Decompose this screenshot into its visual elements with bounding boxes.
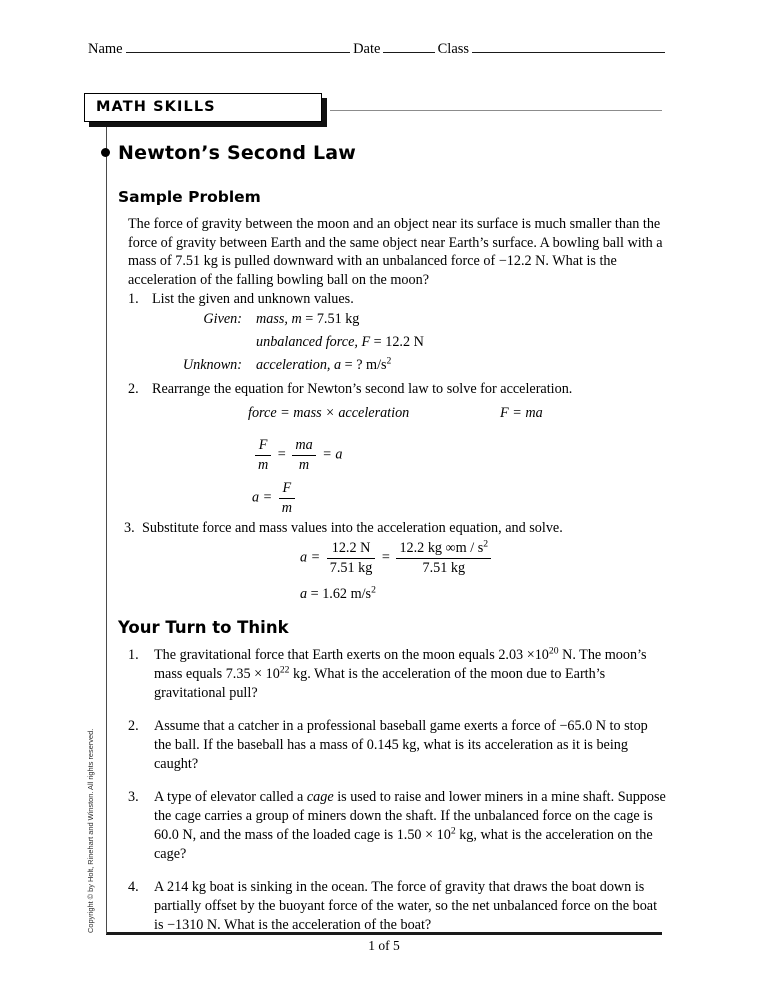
date-label: Date bbox=[353, 41, 381, 57]
equals-sign-2: = bbox=[381, 549, 390, 566]
equation-answer bbox=[300, 586, 376, 603]
sample-step-3 bbox=[124, 519, 664, 538]
question-number: 2. bbox=[128, 718, 139, 735]
given-value-2-symbol: unbalanced force, F bbox=[256, 334, 371, 350]
fraction-f-over-m-2-numerator: F bbox=[279, 480, 295, 499]
unknown-value bbox=[256, 357, 391, 374]
equation-words: force = mass × acceleration bbox=[248, 405, 410, 421]
fraction-units-numerator bbox=[396, 540, 491, 559]
equation-numeric-solve bbox=[300, 540, 494, 577]
name-blank-rule bbox=[126, 40, 350, 53]
equation-f-equals-ma: F = ma bbox=[500, 405, 543, 421]
sample-step-2-text: Rearrange the equation for Newton’s second law to solve for acceleration. bbox=[152, 381, 573, 397]
given-label: Given: bbox=[203, 311, 242, 327]
question-text-run: The gravitational force that Earth exerts on the moon equals 2.03 ×10 bbox=[154, 647, 549, 663]
question-item bbox=[128, 788, 668, 864]
sample-step-2 bbox=[128, 380, 658, 399]
question-text bbox=[154, 718, 648, 772]
copyright-notice: Copyright © by Holt, Rinehart and Winston. All rights reserved. bbox=[86, 728, 95, 933]
given-value-1-number: = 7.51 kg bbox=[301, 311, 360, 327]
given-value-2 bbox=[256, 334, 424, 351]
sample-step-1-number: 1. bbox=[128, 291, 139, 307]
fraction-units-denominator: 7.51 kg bbox=[422, 559, 466, 576]
class-label: Class bbox=[437, 41, 470, 57]
question-text bbox=[154, 789, 666, 862]
question-text-run: A 214 kg boat is sinking in the ocean. The force of gravity that draws the boat down is partially offset by the buoyant force of the water, so the net unbalanced force on the boat is −1310 N. What is the acceleration of the boat? bbox=[154, 879, 658, 934]
question-text-run: N. The moon’s mass equals 7.35 × 10 bbox=[154, 647, 647, 683]
unknown-row bbox=[128, 357, 548, 380]
fraction-f-over-m-denominator: m bbox=[258, 456, 269, 473]
question-item bbox=[128, 646, 668, 703]
question-text-run: kg, what is the acceleration on the cage? bbox=[154, 827, 653, 863]
page-number: 1 of 5 bbox=[368, 938, 400, 953]
name-label: Name bbox=[88, 41, 123, 57]
answer-value: = 1.62 m/s bbox=[307, 586, 372, 602]
sample-step-1 bbox=[128, 290, 648, 309]
question-text-run: is used to raise and lower miners in a mine shaft. Suppose the cage carries a group of miners down the shaft. If the unbalanced force on the cage is 60.0 N, and the mass of the loaded cage is 1.50 × 10 bbox=[154, 789, 666, 844]
question-text-run: Assume that a catcher in a professional baseball game exerts a force of −65.0 N to stop the ball. If the baseball has a mass of 0.145 kg, what is its acceleration as it is being caught? bbox=[154, 718, 648, 773]
sample-problem-heading: Sample Problem bbox=[118, 188, 261, 206]
question-exponent: 22 bbox=[279, 664, 290, 676]
fraction-units-expanded bbox=[396, 540, 491, 577]
class-blank-rule bbox=[472, 40, 665, 53]
answer-symbol: a bbox=[300, 586, 308, 602]
question-number: 4. bbox=[128, 879, 139, 896]
question-number: 1. bbox=[128, 647, 139, 663]
page-title: Newton’s Second Law bbox=[118, 142, 357, 164]
equals-a-tail: = a bbox=[322, 446, 343, 463]
given-row-2 bbox=[128, 334, 548, 357]
given-value-2-number: = 12.2 N bbox=[370, 334, 424, 350]
answer-exponent: 2 bbox=[371, 584, 376, 596]
question-exponent: 20 bbox=[548, 645, 559, 657]
given-unknown-block bbox=[128, 311, 548, 380]
fraction-force-over-mass bbox=[327, 540, 376, 577]
equals-sign-1: = bbox=[277, 446, 286, 463]
fraction-force-numerator: 12.2 N bbox=[327, 540, 376, 559]
fraction-ma-over-m bbox=[292, 437, 315, 474]
fraction-f-over-m bbox=[255, 437, 271, 474]
fraction-ma-over-m-denominator: m bbox=[298, 456, 310, 473]
sample-problem-text: The force of gravity between the moon and an object near its surface is much smaller than the force of gravity between Earth and the same object near Earth’s surface. A bowling ball with a mass of 7.51 kg is pulled downward with an unbalanced force of −12.2 N. What is the acceleration of the falling bowling ball on the moon? bbox=[128, 216, 663, 289]
header-divider-rule bbox=[330, 110, 662, 111]
question-text-run: A type of elevator called a bbox=[154, 789, 307, 806]
left-vertical-rule bbox=[106, 122, 107, 934]
footer-rule bbox=[106, 932, 662, 935]
date-blank-rule bbox=[383, 40, 434, 53]
unknown-value-number: = ? m/s bbox=[341, 357, 387, 373]
sample-step-1-text: List the given and unknown values. bbox=[152, 291, 354, 307]
given-row-1 bbox=[128, 311, 548, 334]
question-exponent: 2 bbox=[450, 825, 456, 837]
question-number: 3. bbox=[128, 789, 139, 806]
your-turn-heading: Your Turn to Think bbox=[118, 618, 289, 637]
bullet-icon bbox=[101, 148, 110, 157]
solve-lead: a = bbox=[300, 549, 321, 566]
your-turn-question-list bbox=[128, 646, 668, 949]
unknown-value-symbol: acceleration, a bbox=[256, 357, 342, 373]
fraction-mass-denominator: 7.51 kg bbox=[329, 559, 373, 576]
sample-step-2-number: 2. bbox=[128, 381, 139, 397]
equation-a-equals-f-over-m bbox=[252, 480, 298, 517]
fraction-ma-over-m-numerator: ma bbox=[292, 437, 315, 456]
given-value-1 bbox=[256, 311, 359, 328]
unknown-label: Unknown: bbox=[182, 357, 242, 373]
question-text bbox=[154, 647, 647, 701]
a-equals-lead: a = bbox=[252, 489, 273, 506]
name-date-class-row bbox=[88, 40, 668, 62]
fraction-f-over-m-numerator: F bbox=[255, 437, 271, 456]
question-item bbox=[128, 717, 668, 774]
question-text-run: kg. What is the acceleration of the moon due to Earth’s gravitational pull? bbox=[154, 666, 606, 702]
fraction-units-numerator-text: 12.2 kg ∞m / s bbox=[399, 540, 484, 556]
sample-step-3-text: Substitute force and mass values into the acceleration equation, and solve. bbox=[142, 520, 563, 536]
equation-ratio bbox=[252, 437, 342, 474]
math-skills-label: MATH SKILLS bbox=[96, 99, 216, 115]
fraction-f-over-m-2-denominator: m bbox=[281, 499, 293, 516]
fraction-units-numerator-exponent: 2 bbox=[483, 538, 489, 550]
given-value-1-symbol: mass, m bbox=[256, 311, 302, 327]
unknown-value-exponent: 2 bbox=[386, 355, 392, 367]
fraction-f-over-m-2 bbox=[279, 480, 295, 517]
sample-step-3-number: 3. bbox=[124, 520, 135, 536]
question-emphasis: cage bbox=[306, 789, 334, 806]
